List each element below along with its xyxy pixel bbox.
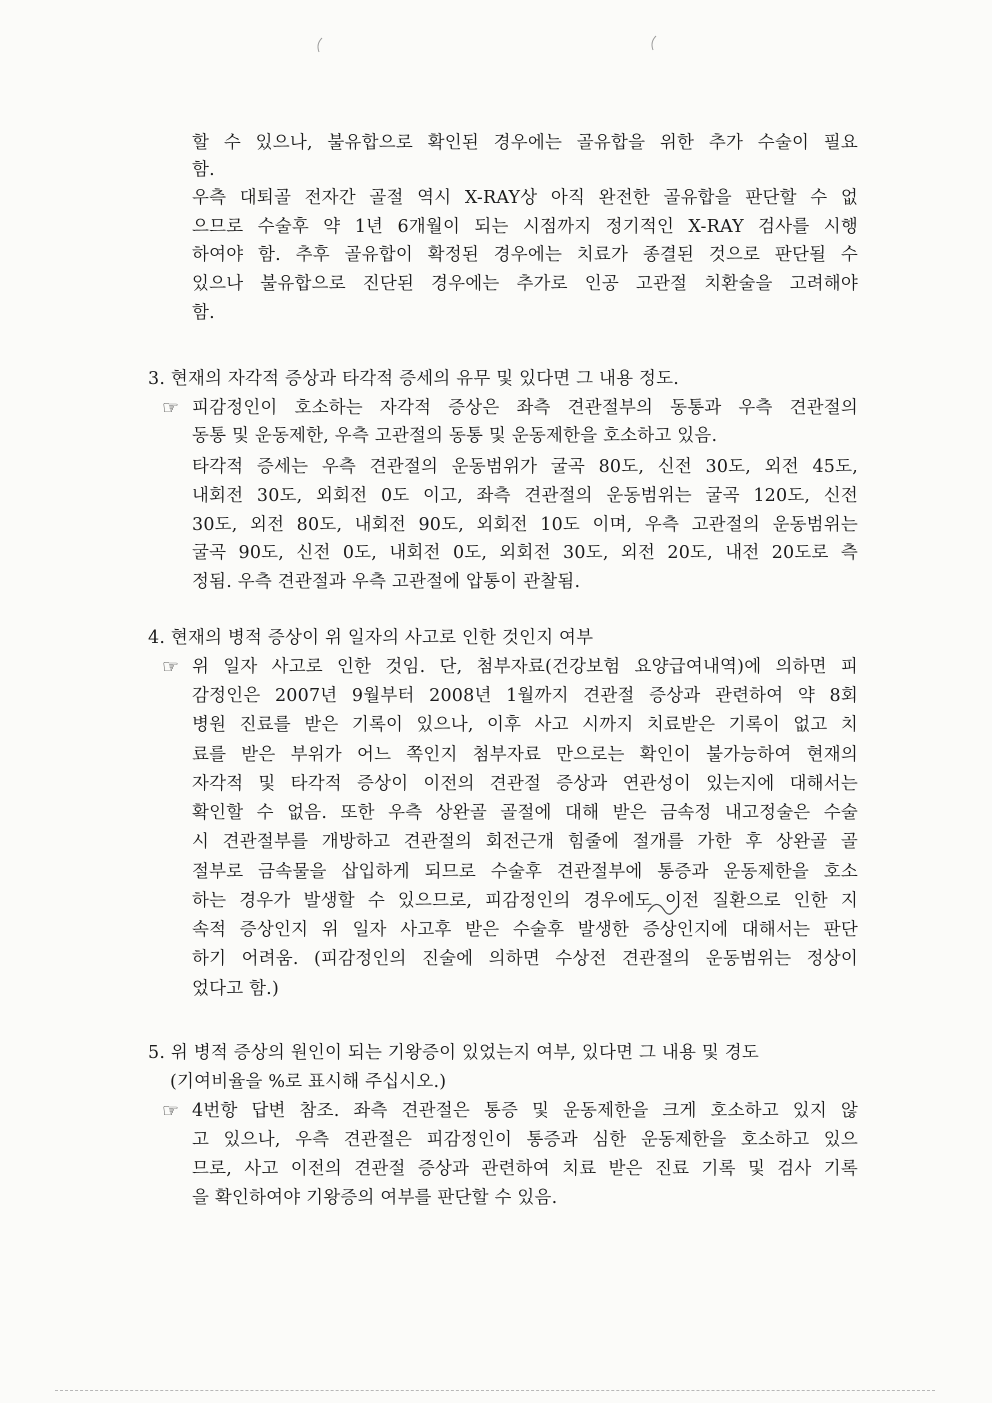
section-4-line: 감정인은 2007년 9월부터 2008년 1월까지 견관절 증상과 관련하여 약 8회 [192,686,858,706]
section-4-line: 위 일자 사고로 인한 것임. 단, 첨부자료(건강보험 요양급여내역)에 의하면 피 [192,657,858,677]
continuation-line-5: 하여야 함. 추후 골유합이 확정된 경우에는 치료가 종결된 것으로 판단될 수 [192,245,858,265]
section-4-line: 절부로 금속물을 삽입하게 되므로 수술후 견관절부에 통증과 운동제한을 호소 [192,862,858,882]
section-4-line: 속적 증상인지 위 일자 사고후 받은 수술후 발생한 증상인지에 대해서는 판단 [192,920,858,940]
section-3-line: 굴곡 90도, 신전 0도, 내회전 0도, 외회전 30도, 외전 20도, 내전 20도로 측 [192,543,858,563]
continuation-line-6: 있으나 불유합으로 진단된 경우에는 추가로 인공 고관절 치환술을 고려해야 [192,274,858,294]
section-3-line: 정됨. 우측 견관절과 우측 고관절에 압통이 관찰됨. [192,572,581,592]
section-5-line: 을 확인하여야 기왕증의 여부를 판단할 수 있음. [192,1188,558,1208]
section-5-line: 므로, 사고 이전의 견관절 증상과 관련하여 치료 받은 진료 기록 및 검사 기록 [192,1159,858,1179]
section-4-line: 확인할 수 없음. 또한 우측 상완골 골절에 대해 받은 금속정 내고정술은 수술 [192,803,858,823]
section-4-line: 자각적 및 타각적 증상이 이전의 견관절 증상과 연관성이 있는지에 대해서는 [192,774,858,794]
section-4-line: 하는 경우가 발생할 수 있으므로, 피감정인의 경우에도 이전 질환으로 인한 지 [192,891,858,911]
section-3-line: 동통 및 운동제한, 우측 고관절의 동통 및 운동제한을 호소하고 있음. [192,426,718,446]
section-5-line: 4번항 답변 참조. 좌측 견관절은 통증 및 운동제한을 크게 호소하고 있지 않 [192,1101,858,1121]
section-4-heading: 4. 현재의 병적 증상이 위 일자의 사고로 인한 것인지 여부 [148,628,594,648]
pointing-hand-icon: ☞ [162,656,180,678]
section-3-line: 30도, 외전 80도, 내회전 90도, 외회전 10도 이며, 우측 고관절의 운동범위는 [192,515,858,535]
section-5-heading: 5. 위 병적 증상의 원인이 되는 기왕증이 있었는지 여부, 있다면 그 내용 및 경도 [148,1043,759,1063]
section-4-line: 병원 진료를 받은 기록이 있으나, 이후 사고 시까지 치료받은 기록이 없고 치 [192,715,858,735]
pointing-hand-icon: ☞ [162,1100,180,1122]
continuation-line-4: 으므로 수술후 약 1년 6개월이 되는 시점까지 정기적인 X-RAY 검사를 시행 [192,217,858,237]
section-4-line: 료를 받은 부위가 어느 쪽인지 첨부자료 만으로는 확인이 불가능하여 현재의 [192,745,858,765]
section-4-line: 시 견관절부를 개방하고 견관절의 회전근개 힘줄에 절개를 가한 후 상완골 골 [192,832,858,852]
scan-artifact-bottom [55,1390,935,1391]
section-3-line: 내회전 30도, 외회전 0도 이고, 좌측 견관절의 운동범위는 굴곡 120도, 신전 [192,486,858,506]
section-5-line: 고 있으나, 우측 견관절은 피감정인이 통증과 심한 운동제한을 호소하고 있으 [192,1130,858,1150]
section-3-line: 타각적 증세는 우측 견관절의 운동범위가 굴곡 80도, 신전 30도, 외전 45도, [192,457,858,477]
continuation-line-2: 함. [192,160,215,180]
section-3-line: 피감정인이 호소하는 자각적 증상은 좌측 견관절부의 동통과 우측 견관절의 [192,398,858,418]
section-3-heading: 3. 현재의 자각적 증상과 타각적 증세의 유무 및 있다면 그 내용 정도. [148,369,679,389]
scan-artifact-top [0,0,992,60]
handwritten-mark [644,894,684,924]
section-4-line: 었다고 함.) [192,979,279,999]
continuation-line-3: 우측 대퇴골 전자간 골절 역시 X-RAY상 아직 완전한 골유합을 판단할 수 없 [192,188,858,208]
continuation-line-7: 함. [192,303,215,323]
continuation-line-1: 할 수 있으나, 불유합으로 확인된 경우에는 골유합을 위한 추가 수술이 필요 [192,133,858,153]
section-4-line: 하기 어려움. (피감정인의 진술에 의하면 수상전 견관절의 운동범위는 정상이 [192,949,858,969]
pointing-hand-icon: ☞ [162,397,180,419]
section-5-heading-note: (기여비율을 %로 표시해 주십시오.) [170,1072,447,1092]
